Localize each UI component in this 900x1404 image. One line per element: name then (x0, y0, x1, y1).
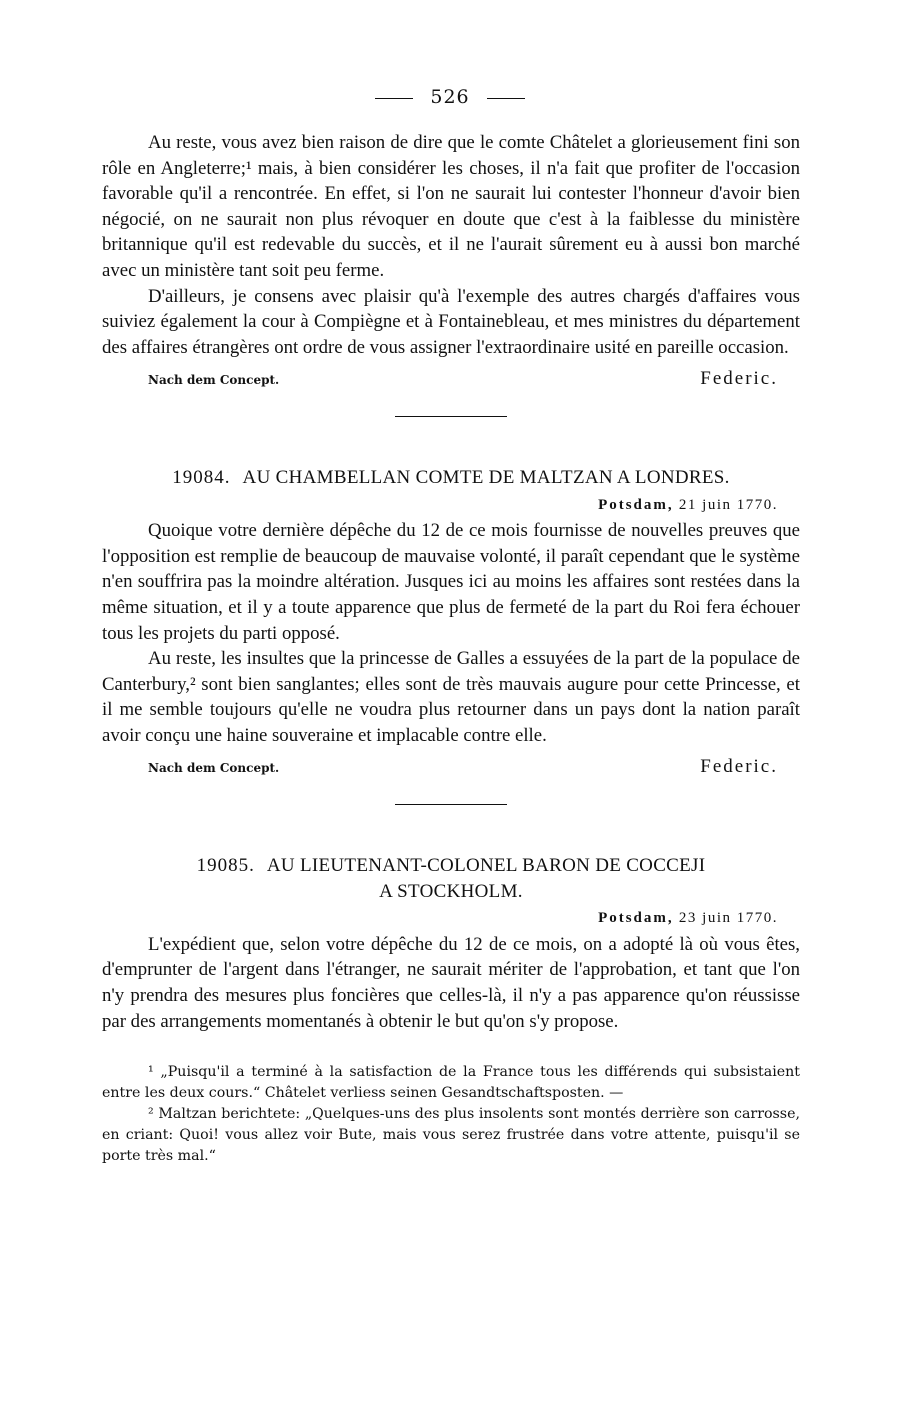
page-number-dash-right (487, 98, 525, 99)
footnote: ¹ „Puisqu'il a terminé à la satisfaction de la France tous les différends qui subsistaient entre les deux cours.“ Châtelet verliess seinen Gesandtschaftsposten. — (102, 1064, 800, 1102)
letter-19085 (102, 853, 800, 1034)
date-place: Potsdam, (598, 910, 674, 927)
date-day: 21 juin 1770. (678, 496, 778, 513)
page-number-dash-left (375, 98, 413, 99)
page-number-value: 526 (430, 86, 470, 108)
letter-19084 (102, 465, 800, 805)
paragraph: D'ailleurs, je consens avec plaisir qu'à l'exemple des autres chargés d'affaires vous suiviez également la cour à Compiègne et à Fontainebleau, et mes ministres du département des affaires étrangères ont ordre de vous assigner l'extraordinaire usité en pareille occasion. (102, 285, 800, 358)
letter-date (102, 493, 800, 519)
letter-heading (102, 853, 800, 904)
page-number (0, 86, 900, 108)
signature: Federic. (700, 756, 778, 778)
letter-heading (102, 465, 800, 491)
paragraph: Au reste, vous avez bien raison de dire que le comte Châtelet a glorieusement fini son rôle en Angleterre;¹ mais, à bien considérer les choses, il n'a fait que profiter de l'occasion favorable qu'il a rencontrée. En effet, si l'on ne saurait lui contester l'honneur d'avoir bien négocié, on ne saurait non plus révoquer en doute que c'est à la faiblesse du ministère britannique qu'il est redevable du succès, et il ne l'aurait sûrement eu à aussi bon marché avec un ministère tant soit peu ferme. (102, 132, 800, 281)
section-divider (395, 804, 507, 805)
page-content (102, 130, 800, 1167)
paragraph: Quoique votre dernière dépêche du 12 de ce mois fournisse de nouvelles preuves que l'opposition est remplie de beaucoup de mauvaise volonté, il paraît cependant que le système n'en souffrira pas la moindre altération. Jusques ici au moins les affaires sont restées dans la même situation, et il y a toute apparence que plus de fermeté de la part du Roi fera échouer tous les projets du parti opposé. (102, 520, 800, 644)
letter-number: 19084. (172, 466, 231, 488)
section-divider (395, 416, 507, 417)
letter-title: AU CHAMBELLAN COMTE DE MALTZAN A LONDRES. (242, 466, 730, 488)
letter-title: AU LIEUTENANT-COLONEL BARON DE COCCEJI (266, 855, 706, 877)
section-continuation (102, 130, 800, 417)
date-place: Potsdam, (598, 496, 674, 513)
signature: Federic. (700, 368, 778, 390)
letter-date (102, 906, 800, 932)
signature-line (102, 754, 800, 782)
source-note: Nach dem Concept. (148, 373, 280, 388)
footnote: ² Maltzan berichtete: „Quelques-uns des plus insolents sont montés derrière son carrosse, en criant: Quoi! vous allez voir Bute, mais vous serez frustrée dans votre attente, puisqu'il se porte très mal.“ (102, 1106, 800, 1165)
footnotes (102, 1062, 800, 1167)
paragraph: L'expédient que, selon votre dépêche du 12 de ce mois, on a adopté là où vous êtes, d'emprunter de l'argent dans l'étranger, ne saurait mériter de l'approbation, et tant que l'on n'y prendra des mesures plus foncières que celles-là, il n'y a pas apparence qu'on réussisse par des arrangements momentanés à obtenir le but qu'on s'y propose. (102, 933, 800, 1032)
letter-number: 19085. (196, 855, 255, 877)
date-day: 23 juin 1770. (678, 910, 778, 927)
letter-title-line2: A STOCKHOLM. (379, 880, 523, 902)
source-note: Nach dem Concept. (148, 761, 280, 776)
signature-line (102, 366, 800, 394)
paragraph: Au reste, les insultes que la princesse de Galles a essuyées de la part de la populace de Canterbury,² sont bien sanglantes; elles sont de très mauvais augure pour cette Princesse, et il me semble toujours qu'elle ne voudra plus retourner dans un pays dont la nation paraît avoir conçu une haine souveraine et implacable contre elle. (102, 648, 800, 746)
